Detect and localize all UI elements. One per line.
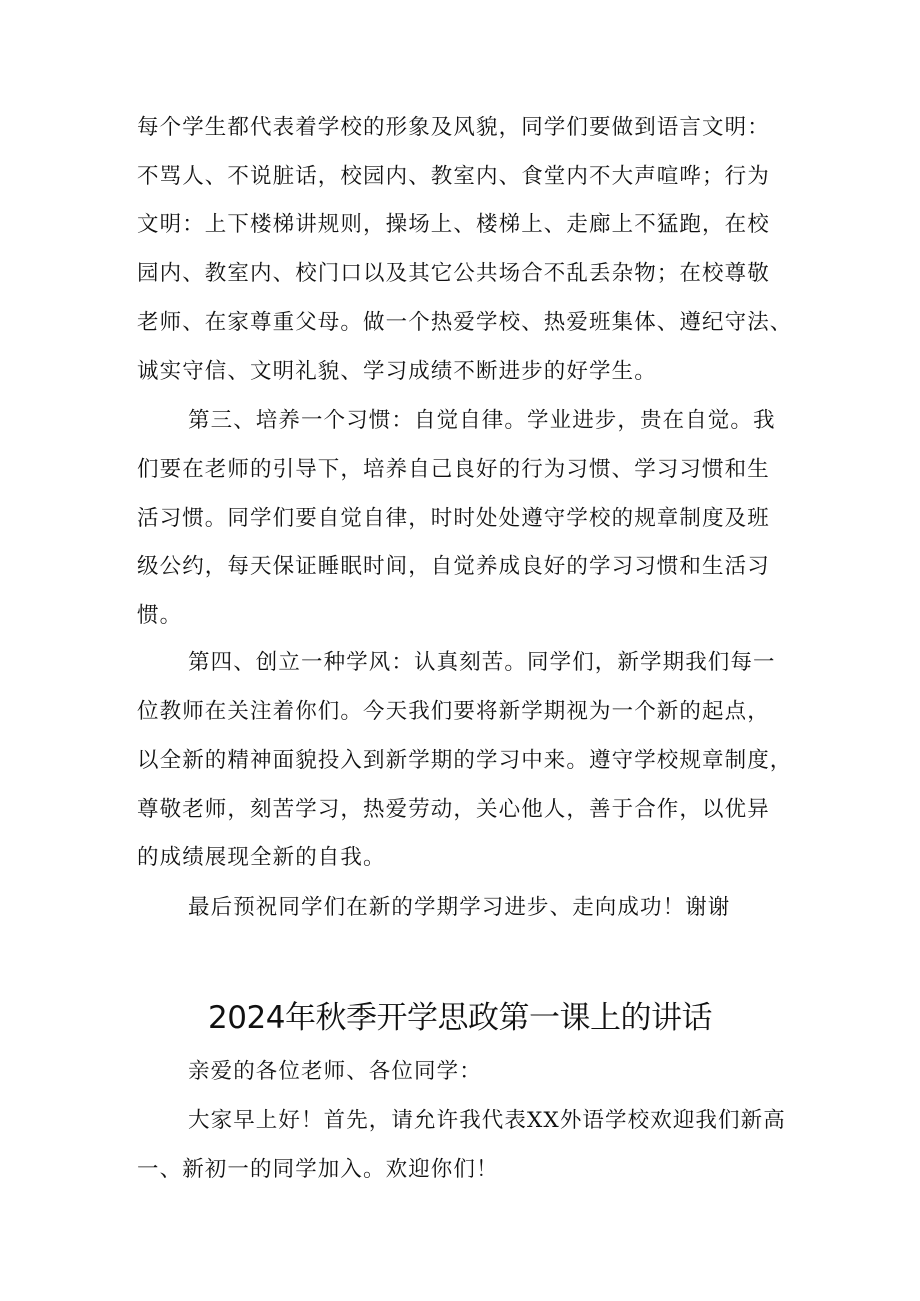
text-line: 老师、在家尊重父母。做一个热爱学校、热爱班集体、遵纪守法、 [137, 310, 793, 335]
text-line: 尊敬老师，刻苦学习，热爱劳动，关心他人，善于合作，以优异 [137, 797, 770, 822]
text-line: 的成绩展现全新的自我。 [137, 845, 386, 870]
text-line: 园内、教室内、校门口以及其它公共场合不乱丢杂物；在校尊敬 [137, 261, 770, 286]
text-line: 惯。 [137, 603, 183, 628]
greeting: 亲爱的各位老师、各位同学： [188, 1059, 482, 1084]
text-line: 第四、创立一种学风：认真刻苦。同学们，新学期我们每一 [188, 650, 776, 675]
text-line: 大家早上好！首先，请允许我代表XX外语学校欢迎我们新高 [188, 1108, 786, 1133]
text-line: 位教师在关注着你们。今天我们要将新学期视为一个新的起点， [137, 699, 770, 724]
text-line: 诚实守信、文明礼貌、学习成绩不断进步的好学生。 [137, 359, 657, 384]
text-line: 级公约，每天保证睡眠时间，自觉养成良好的学习习惯和生活习 [137, 554, 770, 579]
text-line: 们要在老师的引导下，培养自己良好的行为习惯、学习习惯和生 [137, 457, 770, 482]
text-line: 最后预祝同学们在新的学期学习进步、走向成功！谢谢 [188, 895, 731, 920]
text-line: 第三、培养一个习惯：自觉自律。学业进步，贵在自觉。我 [188, 408, 776, 433]
text-line: 活习惯。同学们要自觉自律，时时处处遵守学校的规章制度及班 [137, 506, 770, 531]
text-line: 文明：上下楼梯讲规则，操场上、楼梯上、走廊上不猛跑，在校 [137, 212, 770, 237]
text-line: 每个学生都代表着学校的形象及风貌，同学们要做到语言文明： [137, 115, 770, 140]
text-line: 一、新初一的同学加入。欢迎你们！ [137, 1157, 499, 1182]
text-line: 不骂人、不说脏话，校园内、教室内、食堂内不大声喧哗；行为 [137, 164, 770, 189]
document-title: 2024年秋季开学思政第一课上的讲话 [208, 1000, 712, 1036]
text-line: 以全新的精神面貌投入到新学期的学习中来。遵守学校规章制度， [137, 748, 793, 773]
